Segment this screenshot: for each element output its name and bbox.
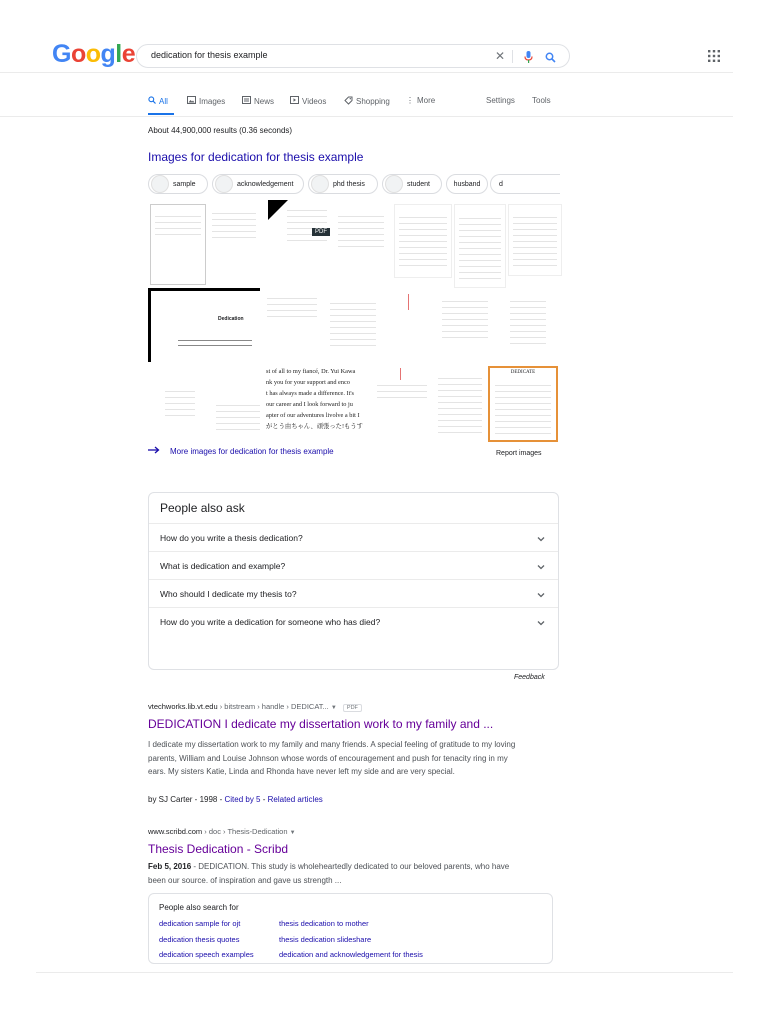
pdf-badge: PDF (312, 228, 330, 236)
tab-all[interactable] (148, 96, 168, 106)
image-chip[interactable] (490, 174, 560, 194)
apps-grid-icon[interactable] (708, 49, 720, 67)
chip-label: acknowledgement (237, 180, 294, 188)
text-lines (178, 336, 252, 348)
image-thumbnail[interactable] (326, 292, 380, 354)
tab-label: News (254, 96, 275, 106)
tab-shopping[interactable] (344, 96, 390, 107)
chip-thumbnail (151, 175, 169, 193)
image-thumbnail[interactable] (372, 366, 432, 438)
related-articles-link[interactable]: Related articles (267, 795, 323, 804)
tab-label: Videos (302, 96, 327, 106)
result-date: Feb 5, 2016 (148, 862, 192, 871)
pasf-link[interactable]: thesis dedication slideshare (279, 935, 372, 944)
image-thumbnail[interactable] (498, 290, 558, 352)
tab-images[interactable] (187, 96, 225, 106)
result-site: www.scribd.com (148, 827, 203, 836)
thumb-text-line: our career and I look forward to ju (266, 401, 353, 408)
search-icon (148, 96, 156, 106)
result-stats: About 44,900,000 results (0.36 seconds) (148, 126, 293, 135)
chip-thumbnail (385, 175, 403, 193)
image-chip[interactable] (308, 174, 378, 194)
cited-by-link[interactable]: Cited by 5 (224, 795, 261, 804)
pasf-link[interactable]: dedication thesis quotes (159, 935, 240, 944)
paa-question-text: How do you write a thesis dedication? (160, 533, 303, 543)
report-images-link[interactable]: Report images (496, 450, 542, 457)
result-breadcrumb (148, 702, 362, 712)
chevron-down-icon (536, 615, 546, 633)
tab-label: Shopping (356, 97, 390, 106)
image-thumbnail[interactable] (266, 366, 370, 444)
pdf-badge: PDF (343, 704, 362, 712)
black-border (148, 288, 151, 362)
thumb-text-line: t has always made a difference. It's (266, 390, 354, 397)
video-icon (290, 96, 299, 106)
search-divider (512, 50, 513, 63)
logo-letter: o (70, 40, 86, 68)
tabs-divider (0, 116, 733, 117)
thumb-text-line: がとう由ちゃん、頑張った!もうす (266, 423, 363, 430)
more-images-link[interactable] (148, 446, 334, 456)
logo-letter: e (121, 40, 136, 68)
close-icon[interactable]: ✕ (494, 49, 505, 63)
tab-news[interactable] (242, 96, 274, 106)
pasf-heading: People also search for (159, 903, 239, 912)
tab-settings[interactable] (486, 96, 515, 105)
image-thumbnail[interactable] (150, 368, 210, 440)
result-title[interactable]: DEDICATION I dedicate my dissertation work to my family and ... (148, 717, 494, 731)
chip-label: sample (173, 180, 196, 188)
tab-tools[interactable] (532, 96, 551, 105)
result-breadcrumb (148, 827, 296, 836)
image-thumbnail[interactable] (488, 366, 558, 442)
more-images-label: More images for dedication for thesis example (170, 446, 334, 456)
chip-label: student (407, 180, 430, 188)
logo-letter: G (52, 40, 71, 68)
tab-videos[interactable] (290, 96, 326, 106)
chevron-down-icon (536, 531, 546, 549)
pasf-link[interactable]: thesis dedication to mother (279, 919, 369, 928)
image-thumbnail[interactable] (394, 204, 452, 278)
logo-letter: l (115, 40, 122, 68)
image-thumbnail[interactable] (268, 200, 332, 248)
result-byline (148, 795, 323, 804)
chip-label: husband (453, 180, 481, 188)
paa-title: People also ask (160, 501, 245, 515)
tab-label: Images (199, 96, 226, 106)
result-snippet: I dedicate my dissertation work to my family and many friends. A special feeling of gratitude to my loving parents, William and Louise Johnson whose words of encouragement and push for tenacity ring in my ears. My sisters Katie, Linda and Rhonda have never left my side and are very special. (148, 740, 516, 777)
logo-letter: o (85, 40, 101, 68)
image-icon (187, 96, 196, 106)
search-icon[interactable] (545, 50, 556, 68)
pasf-link[interactable]: dedication speech examples (159, 950, 254, 959)
result-path: › bitstream › handle › DEDICAT... (217, 702, 329, 711)
red-line (408, 294, 409, 310)
image-thumbnail[interactable] (262, 290, 322, 320)
image-thumbnail[interactable] (438, 290, 492, 348)
chip-label: phd thesis (333, 180, 365, 188)
paa-question[interactable] (149, 523, 558, 551)
image-thumbnail[interactable] (208, 204, 260, 244)
pasf-link[interactable]: dedication sample for ojt (159, 919, 241, 928)
paa-question-text: How do you write a dedication for someone who has died? (160, 617, 381, 627)
black-border (148, 288, 260, 291)
image-chip[interactable] (382, 174, 442, 194)
chip-thumbnail (311, 175, 329, 193)
arrow-right-icon (148, 446, 160, 456)
people-also-search-for (148, 893, 553, 964)
caret-down-icon[interactable]: ▼ (330, 705, 337, 711)
header-divider (0, 72, 733, 73)
images-heading[interactable]: Images for dedication for thesis example (148, 150, 364, 164)
image-thumbnail[interactable] (334, 206, 388, 254)
image-thumbnail[interactable] (384, 288, 434, 328)
tab-more[interactable] (406, 96, 435, 105)
image-thumbnail[interactable] (148, 288, 260, 362)
people-also-ask (148, 492, 559, 670)
active-tab-indicator (148, 113, 174, 115)
result-title[interactable]: Thesis Dedication - Scribd (148, 842, 289, 856)
search-box[interactable] (136, 44, 570, 68)
image-chip[interactable] (148, 174, 208, 194)
thumb-text-line: nk you for your support and enco (266, 379, 350, 386)
thumb-text-line: apter of our adventures livolve a bit I (266, 412, 360, 419)
google-logo[interactable] (52, 40, 135, 69)
byline-separator: - (260, 795, 268, 804)
tab-label: More (417, 96, 436, 105)
search-input[interactable]: dedication for thesis example (151, 50, 268, 60)
logo-letter: g (100, 40, 116, 68)
image-thumbnail[interactable] (508, 204, 562, 276)
tab-label: Settings (486, 96, 515, 105)
chevron-down-icon (536, 587, 546, 605)
tag-icon (344, 96, 353, 107)
chevron-down-icon (536, 559, 546, 577)
paa-question[interactable] (149, 551, 558, 579)
thumb-text-line: st of all to my fiancé, Dr. Yui Kawa (266, 368, 356, 375)
thumb-text: Dedication (218, 316, 244, 322)
image-chip[interactable] (212, 174, 304, 194)
mic-icon[interactable] (524, 50, 533, 68)
more-vert-icon: ⋮ (406, 96, 414, 105)
byline-author: by SJ Carter - 1998 - (148, 795, 225, 804)
paa-question[interactable] (149, 607, 558, 635)
red-line (400, 368, 401, 380)
news-icon (242, 96, 251, 106)
result-snippet (148, 860, 526, 887)
footer-divider (36, 972, 733, 973)
image-thumbnail[interactable] (454, 204, 506, 288)
paa-question-text: What is dedication and example? (160, 561, 286, 571)
paa-question[interactable] (149, 579, 558, 607)
caret-down-icon[interactable]: ▼ (289, 830, 296, 836)
thumb-text: DEDICATE (510, 370, 536, 375)
image-chip[interactable] (446, 174, 488, 194)
image-thumbnail[interactable] (150, 204, 206, 285)
image-thumbnail[interactable] (434, 366, 486, 440)
result-snippet-text: - DEDICATION. This study is wholeheartedly dedicated to our beloved parents, who have been our source. of inspiration and gave us strength ... (148, 862, 510, 885)
feedback-link[interactable]: Feedback (514, 674, 545, 681)
tab-label: All (159, 96, 168, 106)
corner-triangle (268, 200, 288, 220)
tab-label: Tools (532, 96, 551, 105)
chip-thumbnail (215, 175, 233, 193)
result-path: › doc › Thesis-Dedication (202, 827, 288, 836)
chip-label: d (499, 180, 503, 188)
image-thumbnail[interactable] (212, 368, 264, 438)
result-site: vtechworks.lib.vt.edu (148, 702, 218, 711)
paa-question-text: Who should I dedicate my thesis to? (160, 589, 297, 599)
pasf-link[interactable]: dedication and acknowledgement for thesis (279, 950, 423, 959)
